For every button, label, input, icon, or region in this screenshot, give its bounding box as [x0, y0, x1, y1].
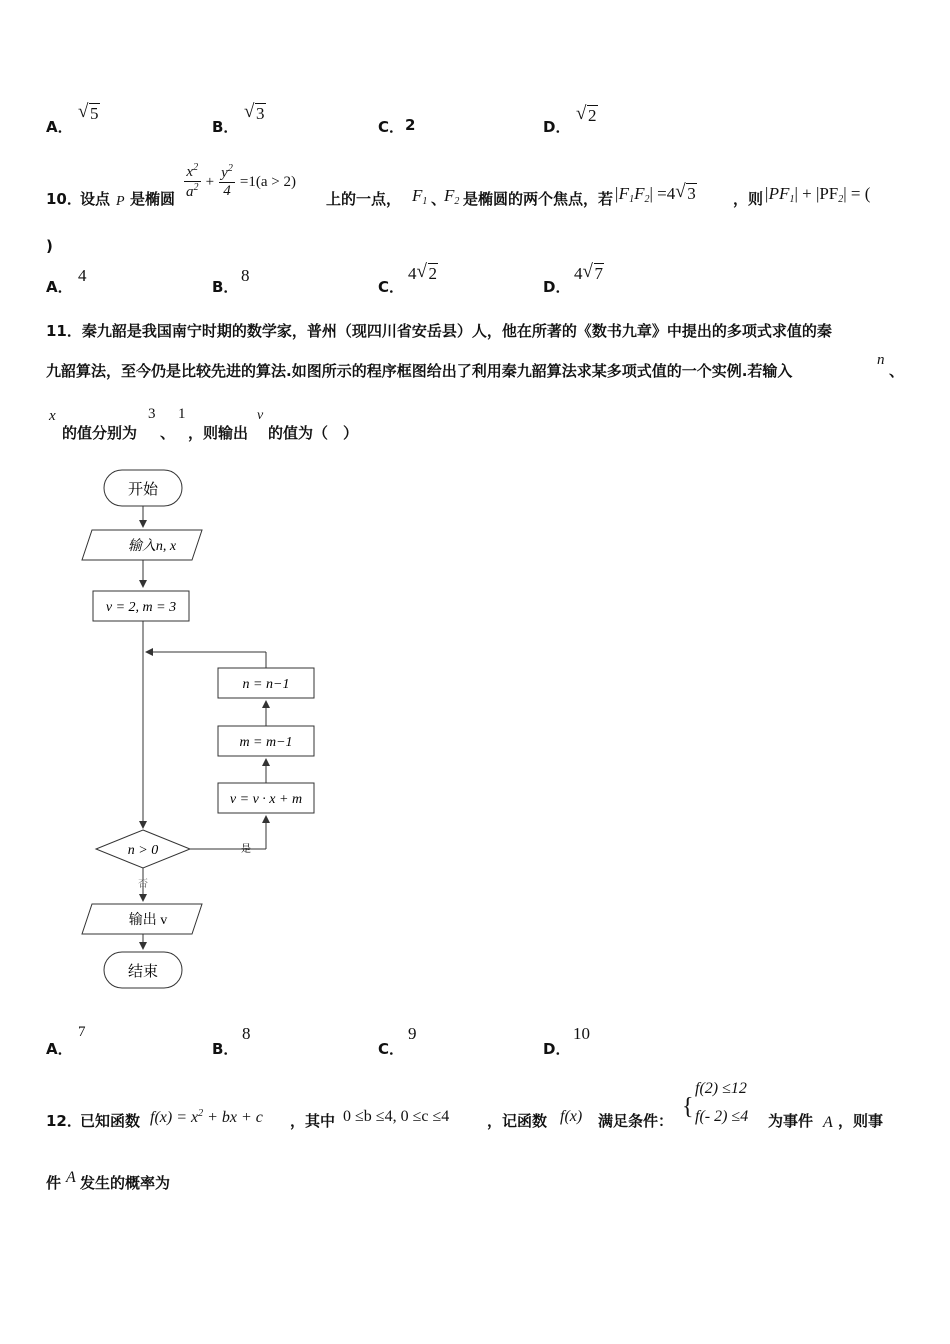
q10-option-c-value: 4 √ 2 — [408, 261, 437, 283]
q12-line2-event: A — [66, 1169, 76, 1186]
q12-fx: f(x) — [560, 1108, 583, 1125]
q9-option-b-value: √ 3 — [244, 101, 265, 123]
q11-option-c-label: C． — [378, 1040, 405, 1058]
q12-brace: { — [682, 1094, 694, 1120]
q9-option-a-label: A． — [46, 118, 73, 136]
q11-option-c-value: 9 — [408, 1024, 417, 1043]
q11-var-n: n — [877, 352, 885, 368]
q11-option-d-label: D． — [543, 1040, 571, 1058]
q10-close-paren: ) — [46, 237, 53, 255]
q9-option-d-label: D． — [543, 118, 571, 136]
q10-option-d-label: D． — [543, 278, 571, 296]
q12-range: 0 ≤b ≤4, 0 ≤c ≤4 — [343, 1108, 450, 1125]
flow-start-text: 开始 — [127, 482, 159, 498]
q12-function: $f(x) = x^2$ + bx + c — [150, 1108, 263, 1126]
q10-text-1: 设点 — [80, 190, 111, 208]
q10-option-b-label: B． — [212, 278, 239, 296]
flow-dec-m-text: m = m−1 — [239, 735, 293, 750]
flow-init-text: v = 2, m = 3 — [105, 600, 177, 615]
flow-end-text: 结束 — [127, 964, 159, 980]
q11-value-1: 1 — [178, 406, 186, 422]
flow-condition-text: n > 0 — [127, 843, 159, 858]
q11-value-3: 3 — [148, 406, 156, 422]
q9-option-b-label: B． — [212, 118, 239, 136]
q10-number: 10． — [46, 190, 82, 208]
q9-option-c-label: C． — [378, 118, 405, 136]
q10-option-a-value: 4 — [78, 266, 87, 285]
flow-input-text: 输入n, x — [127, 539, 177, 554]
q10-text-3: 上的一点， — [326, 190, 402, 208]
q10-f2: $F_2$ — [444, 186, 460, 207]
q11-option-b-label: B． — [212, 1040, 239, 1058]
q12-number: 12． — [46, 1112, 82, 1130]
q12-text-3: ，记函数 — [487, 1112, 548, 1130]
q12-line2-a: 件 — [46, 1174, 62, 1192]
q11-option-b-value: 8 — [242, 1024, 251, 1043]
q11-sep-2: 、 — [160, 424, 176, 442]
q11-option-d-value: 10 — [573, 1024, 590, 1043]
q10-point-p: P — [116, 194, 125, 209]
flow-update-text: v = v · x + m — [229, 792, 303, 807]
q11-var-v: v — [257, 408, 264, 423]
q11-line-1: 11．秦九韶是我国南宁时期的数学家，普州（现四川省安岳县）人，他在所著的《数书九章》中提出的多项式求值的秦 — [46, 322, 832, 340]
q11-option-a-label: A． — [46, 1040, 73, 1058]
q11-text-1: 的值分别为 — [62, 424, 138, 442]
q10-text-2: 是椭圆 — [130, 190, 176, 208]
flow-dec-n-text: n = n−1 — [242, 677, 290, 692]
q11-option-a-value: 7 — [78, 1024, 86, 1040]
q11-line-2: 九韶算法，至今仍是比较先进的算法.如图所示的程序框图给出了利用秦九韶算法求某多项式值的一个实例.若输入 — [46, 362, 793, 380]
q11-text-2: ，则输出 — [188, 424, 249, 442]
q10-comma: 、 — [431, 190, 447, 208]
flow-no-label: 否 — [138, 879, 148, 890]
q11-text-3: 的值为（ ） — [268, 424, 359, 442]
q9-option-d-value: √ 2 — [576, 103, 597, 125]
flow-yes-label: 是 — [241, 844, 251, 855]
q11-var-x: x — [49, 408, 56, 424]
q12-text-2: ，其中 — [290, 1112, 336, 1130]
q10-ellipse-equation: $\frac{x^2}{a^2}$ + $\frac{y^2}{4}$ =1(a > 2) — [186, 162, 296, 200]
q12-line2-b: 发生的概率为 — [80, 1174, 171, 1192]
q10-text-4: 是椭圆的两个焦点，若 — [463, 190, 614, 208]
q10-expression: $|PF_1| + |PF_2|$ = ( — [764, 184, 871, 205]
q9-option-a-value: √ 5 — [78, 101, 99, 123]
q12-condition-2: f(- 2) ≤4 — [695, 1108, 749, 1125]
q11-sep: 、 — [889, 362, 905, 380]
q10-option-b-value: 8 — [241, 266, 250, 285]
q12-text-4: 满足条件： — [598, 1112, 674, 1130]
q10-option-a-label: A． — [46, 278, 73, 296]
q10-option-c-label: C． — [378, 278, 405, 296]
q10-f1: $F_1$ — [412, 186, 428, 207]
q12-text-6: ，则事 — [838, 1112, 884, 1130]
q12-condition-1: f(2) ≤12 — [695, 1080, 747, 1097]
q12-text-1: 已知函数 — [80, 1112, 141, 1130]
q10-text-5: ，则 — [733, 190, 764, 208]
q12-text-5: 为事件 — [768, 1112, 814, 1130]
q12-event-a: A — [823, 1114, 833, 1131]
q9-option-c-value: 2 — [405, 116, 416, 134]
q10-option-d-value: 4 √ 7 — [574, 261, 603, 283]
q10-focal-condition: $|F_1F_2| =4$ √ 3 — [614, 181, 696, 205]
flow-output-text: 输出 v — [128, 913, 168, 928]
